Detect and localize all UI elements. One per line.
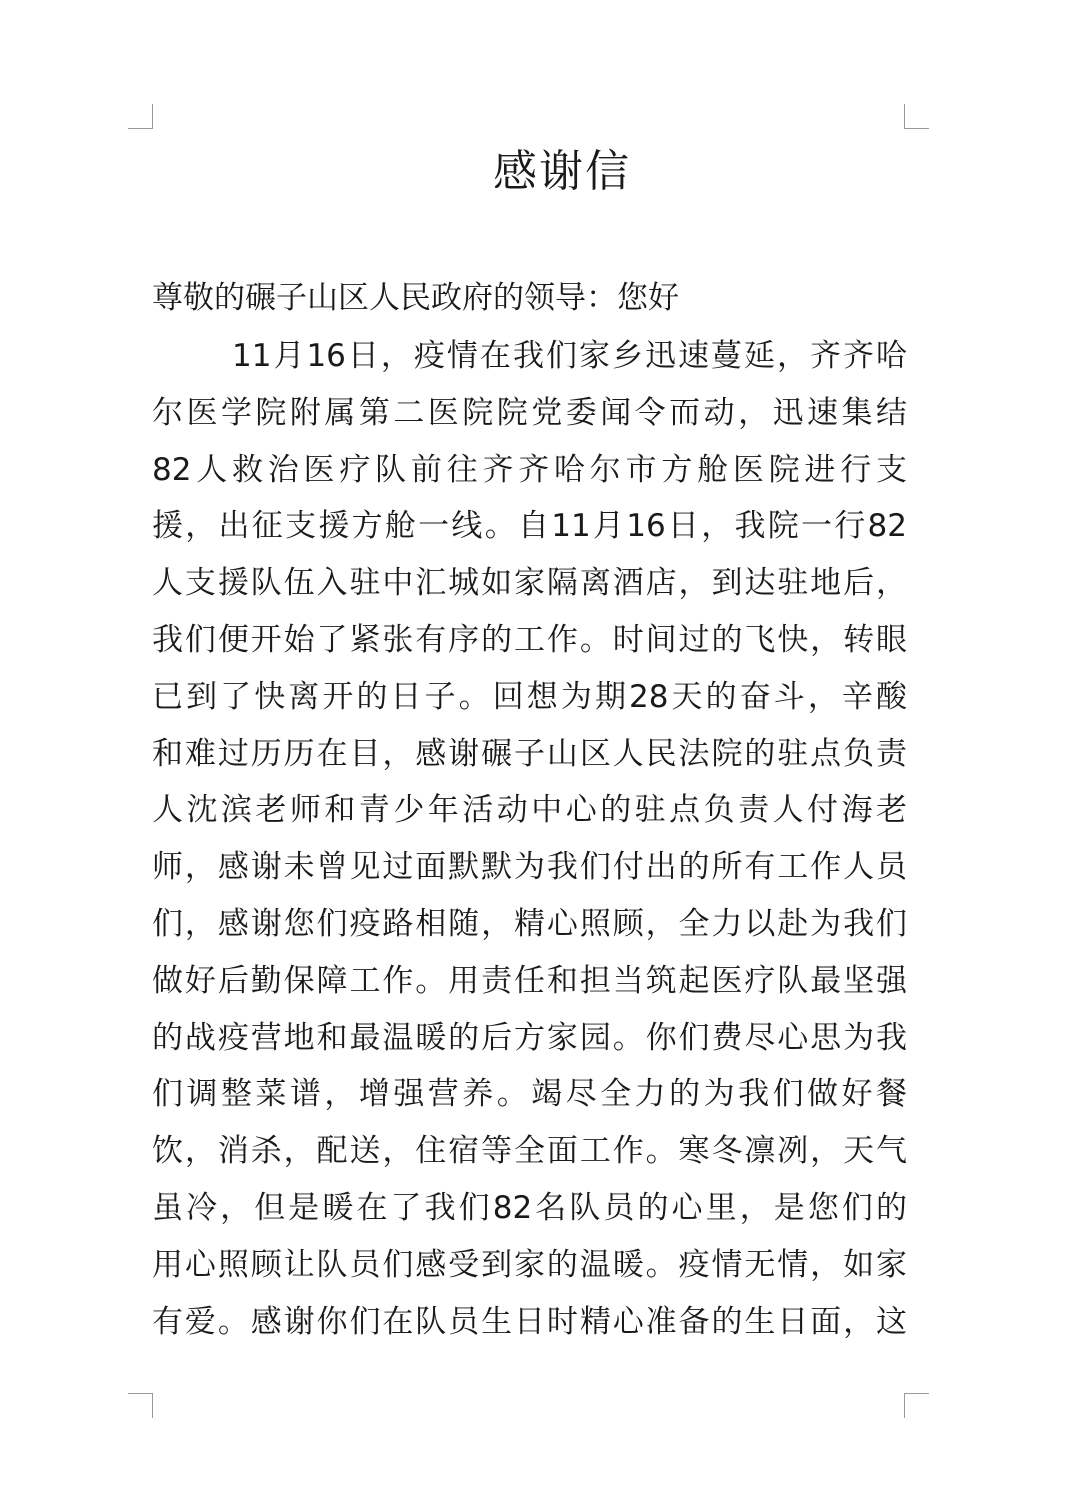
crop-mark-top-left bbox=[128, 104, 153, 129]
body-line: 尔医学院附属第二医院院党委闻令而动，迅速集结 bbox=[152, 394, 907, 431]
body-line: 饮，消杀，配送，住宿等全面工作。寒冬凛冽，天气 bbox=[152, 1133, 907, 1170]
body-line: 我们便开始了紧张有序的工作。时间过的飞快，转眼 bbox=[152, 621, 907, 658]
body-line: 人沈滨老师和青少年活动中心的驻点负责人付海老 bbox=[152, 792, 907, 829]
crop-mark-top-right bbox=[904, 104, 929, 129]
body-line: 有爱。感谢你们在队员生日时精心准备的生日面，这 bbox=[152, 1303, 907, 1340]
body-line: 的战疫营地和最温暖的后方家园。你们费尽心思为我 bbox=[152, 1019, 907, 1056]
body-line: 人支援队伍入驻中汇城如家隔离酒店，到达驻地后， bbox=[152, 565, 907, 602]
body-line: 做好后勤保障工作。用责任和担当筑起医疗队最坚强 bbox=[152, 962, 907, 999]
body-line: 虽冷，但是暖在了我们82名队员的心里，是您们的 bbox=[152, 1189, 907, 1226]
body-line: 82人救治医疗队前往齐齐哈尔市方舱医院进行支 bbox=[152, 451, 907, 488]
body-line: 们，感谢您们疫路相随，精心照顾，全力以赴为我们 bbox=[152, 905, 907, 942]
body-line: 11月16日，疫情在我们家乡迅速蔓延，齐齐哈 bbox=[232, 338, 908, 374]
body-line: 用心照顾让队员们感受到家的温暖。疫情无情，如家 bbox=[152, 1246, 907, 1283]
crop-mark-bottom-left bbox=[128, 1393, 153, 1418]
body-line: 已到了快离开的日子。回想为期28天的奋斗，辛酸 bbox=[152, 678, 907, 715]
body-line: 师，感谢未曾见过面默默为我们付出的所有工作人员 bbox=[152, 849, 907, 886]
body-line: 们调整菜谱，增强营养。竭尽全力的为我们做好餐 bbox=[152, 1076, 907, 1113]
letter-salutation: 尊敬的碾子山区人民政府的领导：您好 bbox=[152, 280, 679, 316]
crop-mark-bottom-right bbox=[904, 1393, 929, 1418]
letter-body bbox=[152, 334, 907, 1356]
body-line: 和难过历历在目，感谢碾子山区人民法院的驻点负责 bbox=[152, 735, 907, 772]
body-line: 援，出征支援方舱一线。自11月16日，我院一行82 bbox=[152, 508, 907, 545]
letter-title: 感谢信 bbox=[493, 146, 631, 197]
